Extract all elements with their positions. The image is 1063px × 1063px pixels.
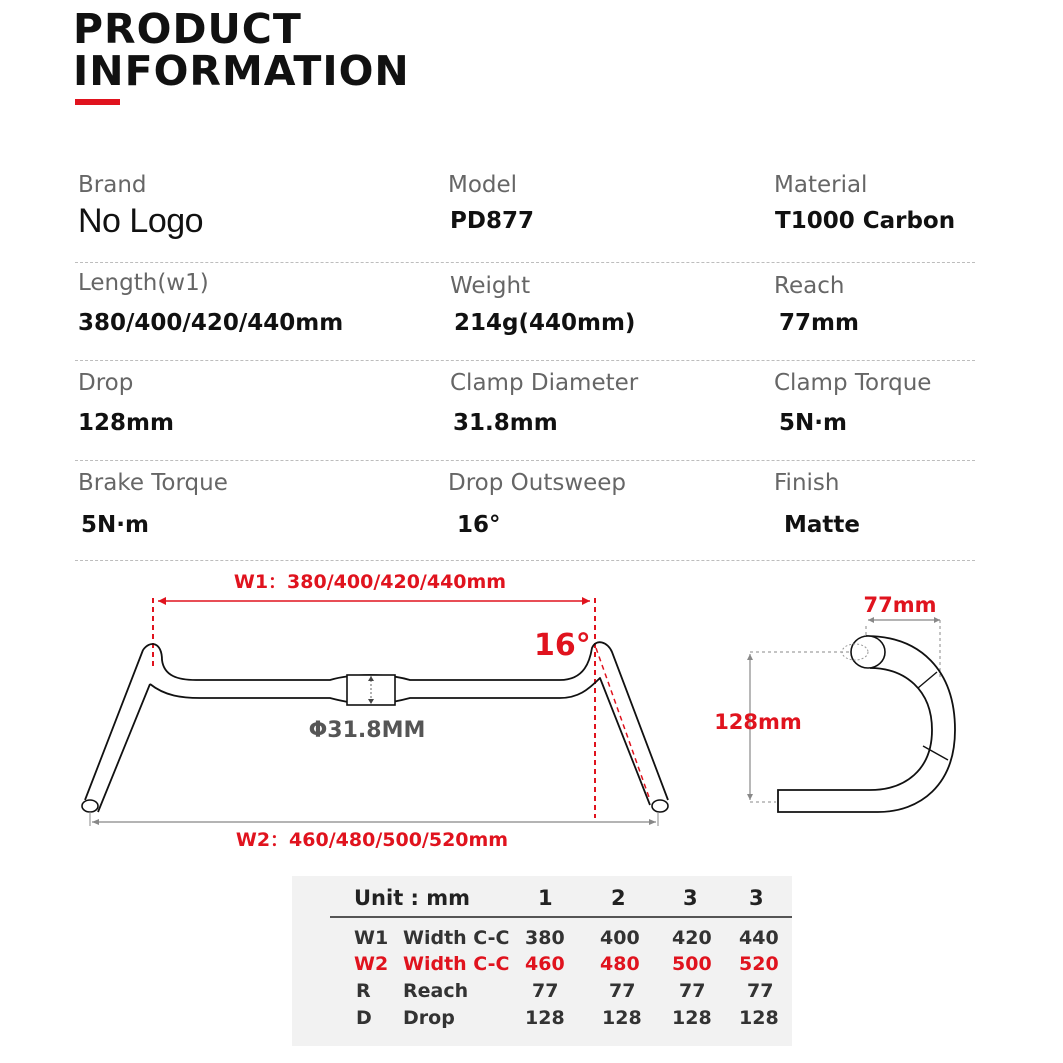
header-col-4: 3 xyxy=(749,886,764,910)
row-code: R xyxy=(356,980,371,1002)
table-row xyxy=(292,980,792,1006)
row-value: 77 xyxy=(532,980,559,1002)
row-code: W1 xyxy=(354,927,389,949)
row-value: 420 xyxy=(672,927,712,949)
row-value: 77 xyxy=(609,980,636,1002)
spec-value: 214g(440mm) xyxy=(454,310,636,336)
row-value: 500 xyxy=(672,953,712,975)
spec-value: No Logo xyxy=(78,202,204,240)
title-accent-bar xyxy=(75,99,120,105)
outsweep-label: 16° xyxy=(534,628,591,663)
reach-label: 77mm xyxy=(863,593,937,617)
header-col-2: 2 xyxy=(611,886,626,910)
spec-value: 380/400/420/440mm xyxy=(78,310,344,336)
left-bar-end xyxy=(82,800,98,812)
table-row xyxy=(292,953,792,979)
handlebar-side-diagram xyxy=(700,585,960,825)
w1-label: W1：380/400/420/440mm xyxy=(233,571,507,593)
outsweep-guide xyxy=(596,648,650,800)
spec-label: Brand xyxy=(78,172,147,198)
row-value: 520 xyxy=(739,953,779,975)
title-line-1: PRODUCT xyxy=(73,5,302,53)
page-title xyxy=(73,5,410,95)
spec-label: Drop xyxy=(78,370,134,396)
spec-value: 31.8mm xyxy=(453,410,558,436)
spec-label: Weight xyxy=(450,273,531,299)
spec-row-4 xyxy=(75,470,975,561)
spec-value: 5N·m xyxy=(81,512,149,538)
table-row xyxy=(292,927,792,953)
spec-value: 128mm xyxy=(78,410,174,436)
title-line-2: INFORMATION xyxy=(73,47,410,95)
row-value: 77 xyxy=(679,980,706,1002)
table-row xyxy=(292,1007,792,1033)
spec-label: Clamp Diameter xyxy=(450,370,639,396)
row-value: 380 xyxy=(525,927,565,949)
row-value: 400 xyxy=(600,927,640,949)
handlebar-front-diagram xyxy=(0,555,700,865)
spec-value: Matte xyxy=(784,512,860,538)
row-name: Drop xyxy=(403,1007,455,1029)
row-code: W2 xyxy=(354,953,389,975)
header-unit: Unit : mm xyxy=(354,886,471,910)
spec-value: T1000 Carbon xyxy=(775,208,956,234)
spec-row-3 xyxy=(75,370,975,461)
spec-label: Reach xyxy=(774,273,845,299)
spec-value: 5N·m xyxy=(779,410,847,436)
row-value: 128 xyxy=(602,1007,642,1029)
row-name: Reach xyxy=(403,980,469,1002)
spec-value: 77mm xyxy=(779,310,859,336)
spec-row-1 xyxy=(75,172,975,263)
row-value: 128 xyxy=(739,1007,779,1029)
spec-label: Finish xyxy=(774,470,840,496)
spec-label: Length(w1) xyxy=(78,270,209,296)
spec-label: Clamp Torque xyxy=(774,370,932,396)
size-table-header xyxy=(330,880,792,918)
row-value: 460 xyxy=(525,953,565,975)
spec-row-2 xyxy=(75,270,975,361)
row-value: 128 xyxy=(525,1007,565,1029)
header-col-1: 1 xyxy=(538,886,553,910)
row-name: Width C-C xyxy=(403,953,510,975)
spec-label: Brake Torque xyxy=(78,470,228,496)
header-col-3: 3 xyxy=(683,886,698,910)
row-value: 480 xyxy=(600,953,640,975)
w2-label: W2：460/480/500/520mm xyxy=(235,829,509,851)
row-code: D xyxy=(356,1007,372,1029)
row-name: Width C-C xyxy=(403,927,510,949)
spec-value: 16° xyxy=(457,512,501,538)
spec-label: Model xyxy=(448,172,518,198)
drop-label: 128mm xyxy=(714,710,802,734)
spec-label: Drop Outsweep xyxy=(448,470,627,496)
size-table xyxy=(292,876,792,1046)
right-bar-end xyxy=(652,800,668,812)
clamp-label: Φ31.8MM xyxy=(308,718,426,743)
row-value: 440 xyxy=(739,927,779,949)
spec-label: Material xyxy=(774,172,868,198)
spec-value: PD877 xyxy=(450,208,534,234)
row-value: 128 xyxy=(672,1007,712,1029)
row-value: 77 xyxy=(747,980,774,1002)
profile-seam-1 xyxy=(918,672,937,688)
